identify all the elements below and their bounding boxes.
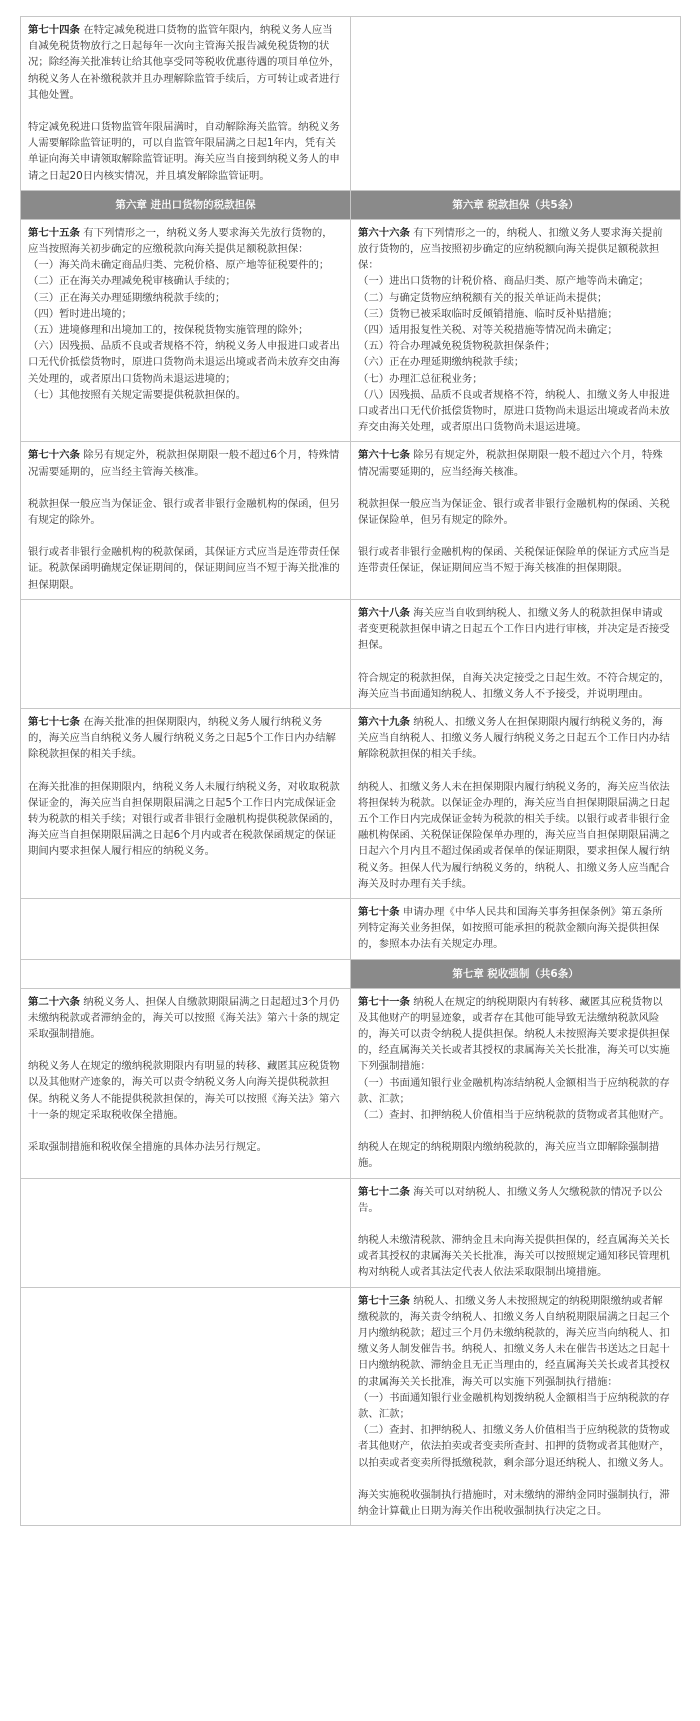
article-paragraph: 第六十九条 纳税人、扣缴义务人在担保期限内履行纳税义务的，海关应当自纳税人、扣缴义务人履行纳税义务之日起五个工作日内办结解除税款担保的相关手续。 bbox=[358, 715, 670, 761]
article-paragraph: 税款担保一般应当为保证金、银行或者非银行金融机构的保函，但另有规定的除外。 bbox=[28, 497, 340, 527]
article-number: 第七十四条 bbox=[28, 24, 80, 36]
left-article-cell bbox=[21, 442, 351, 599]
left-article-cell bbox=[21, 708, 351, 898]
article-number: 第六十七条 bbox=[358, 449, 410, 462]
article-row bbox=[21, 988, 681, 1178]
left-article-cell bbox=[21, 988, 351, 1178]
article-paragraph: 第七十六条 除另有规定外，税款担保期限一般不超过6个月，特殊情况需要延期的，应当经主管海关核准。 bbox=[28, 449, 340, 478]
article-number: 第六十六条 bbox=[358, 226, 410, 239]
article-number: 第二十六条 bbox=[28, 995, 80, 1008]
article-paragraph: 特定减免税进口货物监管年限届满时，自动解除海关监管。纳税义务人需要解除监管证明的，可以自监管年限届满之日起1年内，凭有关单证向海关申请领取解除监管证明。海关应当自接到纳税义务人的申请之日起20日内核实情况，并且填发解除监管证明。 bbox=[28, 121, 340, 182]
left-chapter-header bbox=[21, 959, 351, 988]
left-article-cell bbox=[21, 17, 351, 191]
article-number: 第七十六条 bbox=[28, 449, 80, 462]
article-row bbox=[21, 898, 681, 959]
article-row bbox=[21, 599, 681, 708]
article-row bbox=[21, 219, 681, 442]
article-paragraph: 纳税义务人在规定的缴纳税款期限内有明显的转移、藏匿其应税货物以及其他财产迹象的，海关可以责令纳税义务人向海关提供税款担保。纳税义务人不能提供税款担保的，海关可以按照《海关法》第六十一条的规定采取税收保全措施。 bbox=[28, 1060, 340, 1121]
right-article-cell bbox=[351, 988, 681, 1178]
left-empty-cell bbox=[21, 599, 351, 708]
article-row bbox=[21, 1178, 681, 1287]
article-paragraph: 第七十二条 海关可以对纳税人、扣缴义务人欠缴税款的情况予以公告。 bbox=[358, 1185, 663, 1214]
article-row bbox=[21, 442, 681, 599]
article-paragraph: 银行或者非银行金融机构的税款保函，其保证方式应当是连带责任保证。税款保函明确规定保证期间的，保证期间应当不短于海关批准的担保期限。 bbox=[28, 546, 340, 591]
article-paragraph: 纳税人未缴清税款、滞纳金且未向海关提供担保的，经直属海关关长或者其授权的隶属海关关长批准，海关可以按照规定通知移民管理机构对纳税人或者其法定代表人依法采取限制出境措施。 bbox=[358, 1233, 670, 1279]
left-article-cell bbox=[21, 219, 351, 442]
article-paragraph: 第六十八条 海关应当自收到纳税人、扣缴义务人的税款担保申请或者变更税款担保申请之日起五个工作日内进行审核，并决定是否接受担保。 bbox=[358, 606, 670, 652]
article-number: 第六十八条 bbox=[358, 606, 410, 619]
article-paragraph: 第二十六条 纳税义务人、担保人自缴款期限届满之日起超过3个月仍未缴纳税款或者滞纳金的，海关可以按照《海关法》第六十条的规定采取强制措施。 bbox=[28, 995, 340, 1040]
article-paragraph: 采取强制措施和税收保全措施的具体办法另行规定。 bbox=[28, 1140, 267, 1153]
article-paragraph: 第六十七条 除另有规定外，税款担保期限一般不超过六个月，特殊情况需要延期的，应当经海关核准。 bbox=[358, 449, 663, 478]
chapter-header-row bbox=[21, 190, 681, 219]
article-row bbox=[21, 17, 681, 191]
right-article-cell bbox=[351, 1178, 681, 1287]
article-paragraph: 纳税人在规定的纳税期限内缴纳税款的，海关应当立即解除强制措施。 bbox=[358, 1141, 660, 1170]
right-empty-cell bbox=[351, 17, 681, 191]
comparison-table bbox=[20, 16, 681, 1526]
article-paragraph: 第七十四条 在特定减免税进口货物的监管年限内，纳税义务人应当自减免税货物放行之日起每年一次向主管海关报告减免税货物的状况；除经海关批准转让给其他享受同等税收优惠待遇的项目单位外，纳税义务人在补缴税款并且办理解除监管手续后，方可转让或者进行其他处置。 bbox=[28, 24, 340, 101]
article-paragraph: 第七十一条 纳税人在规定的纳税期限内有转移、藏匿其应税货物以及其他财产的明显迹象，或者存在其他可能导致无法缴纳税款风险的，海关可以责令纳税人提供担保。纳税人未按照海关要求提供担保的，经直属海关关长或者其授权的隶属海关关长批准，海关可以实施下列强制措施： （一）书面通知银行业金融机构冻结纳税人金额相当于应纳税款的存款、汇款； （二）查封、扣押纳税人价值相当于应纳税款的货物或者其他财产。 bbox=[358, 995, 670, 1121]
article-row bbox=[21, 1287, 681, 1526]
regulation-comparison-document bbox=[20, 16, 680, 1713]
right-article-cell bbox=[351, 708, 681, 898]
right-article-cell bbox=[351, 1287, 681, 1526]
article-number: 第六十九条 bbox=[358, 715, 410, 728]
article-paragraph: 第七十七条 在海关批准的担保期限内，纳税义务人履行纳税义务的，海关应当自纳税义务人履行纳税义务之日起5个工作日内办结解除税款担保的相关手续。 bbox=[28, 715, 336, 761]
right-article-cell bbox=[351, 599, 681, 708]
article-paragraph: 税款担保一般应当为保证金、银行或者非银行金融机构的保函、关税保证保险单，但另有规定的除外。 bbox=[358, 497, 670, 527]
article-row bbox=[21, 708, 681, 898]
right-article-cell bbox=[351, 442, 681, 599]
right-article-cell bbox=[351, 898, 681, 959]
article-paragraph: 海关实施税收强制执行措施时，对未缴纳的滞纳金同时强制执行，滞纳金计算截止日期为海关作出税收强制执行决定之日。 bbox=[358, 1488, 670, 1518]
article-paragraph: 第七十条 申请办理《中华人民共和国海关事务担保条例》第五条所列特定海关业务担保，如按照可能承担的税款金额向海关提供担保的，参照本办法有关规定办理。 bbox=[358, 905, 663, 951]
article-paragraph: 在海关批准的担保期限内，纳税义务人未履行纳税义务，对收取税款保证金的，海关应当自担保期限届满之日起5个工作日内完成保证金转为税款的相关手续；对银行或者非银行金融机构提供税款保函的，海关应当自担保期限届满之日起6个月内或者在税款保函规定的保证期间内要求担保人履行相应的纳税义务。 bbox=[28, 780, 340, 858]
article-number: 第七十三条 bbox=[358, 1294, 410, 1307]
left-empty-cell bbox=[21, 1287, 351, 1526]
article-number: 第七十一条 bbox=[358, 995, 410, 1008]
article-paragraph: 第七十五条 有下列情形之一，纳税义务人要求海关先放行货物的，应当按照海关初步确定的应缴税款向海关提供足额税款担保： （一）海关尚未确定商品归类、完税价格、原产地等征税要件的； （二）正在海关办理减免税审核确认手续的； （三）正在海关办理延期缴纳税款手续的； （四）暂时进出境的； （五）进境修理和出境加工的，按保税货物实施管理的除外； （六）因残损、品质不良或者规格不符，纳税义务人申报进口或者出口无代价抵偿货物时，原进口货物尚未退运出境或者尚未放弃交由海关处理的，或者原出口货物尚未退运进境的； （七）其他按照有关规定需要提供税款担保的。 bbox=[28, 226, 340, 401]
article-number: 第七十条 bbox=[358, 905, 400, 918]
article-number: 第七十七条 bbox=[28, 715, 80, 728]
left-chapter-header: 第六章 进出口货物的税款担保 bbox=[21, 190, 351, 219]
article-number: 第七十二条 bbox=[358, 1185, 410, 1198]
article-paragraph: 第六十六条 有下列情形之一的，纳税人、扣缴义务人要求海关提前放行货物的，应当按照初步确定的应纳税额向海关提供足额税款担保： （一）进出口货物的计税价格、商品归类、原产地等尚未确定； （二）与确定货物应纳税额有关的报关单证尚未提供； （三）货物已被采取临时反倾销措施、临时反补贴措施； （四）适用报复性关税、对等关税措施等情况尚未确定； （五）符合办理减免税货物税款担保条件； （六）正在办理延期缴纳税款手续； （七）办理汇总征税业务； （八）因残损、品质不良或者规格不符，纳税人、扣缴义务人申报进口或者出口无代价抵偿货物时，原进口货物尚未退运出境或者尚未放弃交由海关处理，或者原出口货物尚未退运进境。 bbox=[358, 226, 670, 434]
article-paragraph: 符合规定的税款担保，自海关决定接受之日起生效。不符合规定的，海关应当书面通知纳税人、扣缴义务人不予接受，并说明理由。 bbox=[358, 671, 670, 700]
left-empty-cell bbox=[21, 1178, 351, 1287]
right-chapter-header: 第七章 税收强制（共6条） bbox=[351, 959, 681, 988]
left-empty-cell bbox=[21, 898, 351, 959]
right-chapter-header: 第六章 税款担保（共5条） bbox=[351, 190, 681, 219]
article-paragraph: 第七十三条 纳税人、扣缴义务人未按照规定的纳税期限缴纳或者解缴税款的，海关责令纳税人、扣缴义务人自纳税期限届满之日起三个月内缴纳税款；超过三个月仍未缴纳税款的，海关应当向纳税人、扣缴义务人制发催告书。纳税人、扣缴义务人未在催告书送达之日起十日内缴纳税款、滞纳金且无正当理由的，经直属海关关长或者其授权的隶属海关关长批准，海关可以实施下列强制执行措施： （一）书面通知银行业金融机构划拨纳税人金额相当于应纳税款的存款、汇款； （二）查封、扣押纳税人、扣缴义务人价值相当于应纳税款的货物或者其他财产，依法拍卖或者变卖所查封、扣押的货物或者其他财产，以拍卖或者变卖所得抵缴税款，剩余部分退还纳税人、扣缴义务人。 bbox=[358, 1294, 670, 1469]
article-paragraph: 银行或者非银行金融机构的保函、关税保证保险单的保证方式应当是连带责任保证，保证期间应当不短于海关核准的担保期限。 bbox=[358, 546, 670, 575]
article-number: 第七十五条 bbox=[28, 226, 80, 239]
right-article-cell bbox=[351, 219, 681, 442]
article-paragraph: 纳税人、扣缴义务人未在担保期限内履行纳税义务的，海关应当依法将担保转为税款。以保证金办理的，海关应当自担保期限届满之日起五个工作日内完成保证金转为税款的相关手续。以银行或者非银行金融机构保函、关税保证保险保单办理的，海关应当自担保期限届满之日起六个月内且不超过保函或者保单的保证期限，要求担保人履行纳税义务。担保人代为履行纳税义务的，纳税人、扣缴义务人应当配合海关及时办理有关手续。 bbox=[358, 780, 670, 890]
chapter-header-row bbox=[21, 959, 681, 988]
